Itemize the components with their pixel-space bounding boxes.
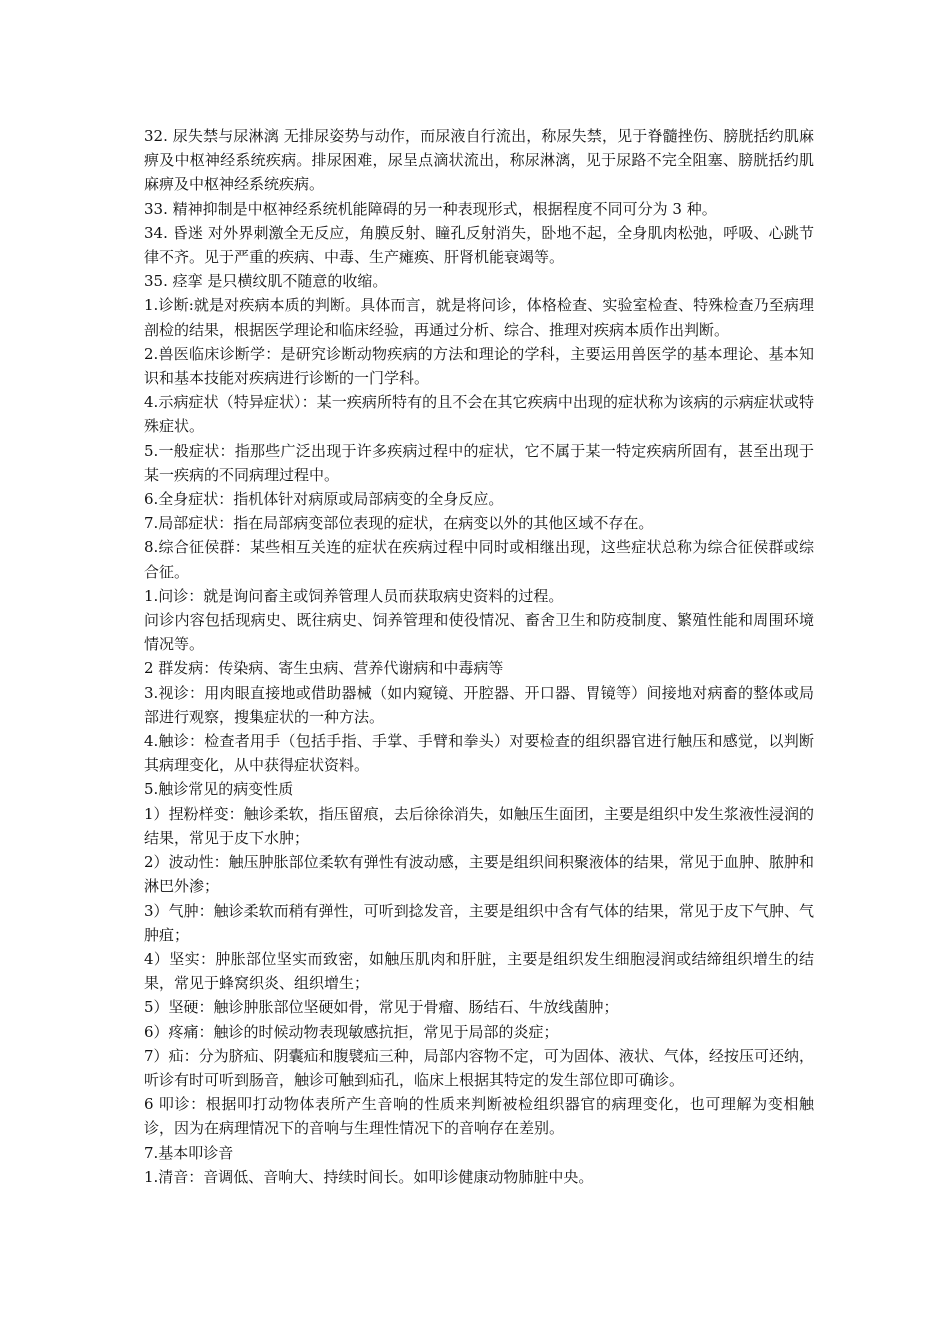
document-body: [144, 124, 814, 1189]
paragraph-doughy-change: 1）捏粉样变：触诊柔软，指压留痕，去后徐徐消失，如触压生面团，主要是组织中发生浆液性浸润的结果，常见于皮下水肿；: [144, 804, 814, 847]
paragraph-firm: 4）坚实：肿胀部位坚实而致密，如触压肌肉和肝脏，主要是组织发生细胞浸润或结缔组织增生的结果，常见于蜂窝织炎、组织增生；: [144, 949, 814, 993]
paragraph-veterinary-diagnostics: 2.兽医临床诊断学：是研究诊断动物疾病的方法和理论的学科，主要运用兽医学的基本理论、基本知识和基本技能对疾病进行诊断的一门学科。: [144, 344, 814, 388]
paragraph-inquiry-content: 问诊内容包括现病史、既往病史、饲养管理和使役情况、畜舍卫生和防疫制度、繁殖性能和周围环境情况等。: [144, 611, 814, 654]
paragraph-diagnosis: 1.诊断:就是对疾病本质的判断。具体而言，就是将问诊，体格检查、实验室检查、特殊检查乃至病理剖检的结果，根据医学理论和临床经验，再通过分析、综合、推理对疾病本质作出判断。: [144, 296, 814, 339]
paragraph-hernia: 7）疝：分为脐疝、阴囊疝和腹襞疝三种，局部内容物不定，可为固体、液状、气体，经按压可还纳，听诊有时可听到肠音，触诊可触到疝孔，临床上根据其特定的发生部位即可确诊。: [144, 1046, 814, 1089]
paragraph-inquiry: 1.问诊：就是询问畜主或饲养管理人员而获取病史资料的过程。: [144, 586, 564, 605]
paragraph-resonant-sound: 1.清音：音调低、音响大、持续时间长。如叩诊健康动物肺脏中央。: [144, 1167, 594, 1186]
paragraph-hard: 5）坚硬：触诊肿胀部位坚硬如骨，常见于骨瘤、肠结石、牛放线菌肿；: [144, 998, 619, 1017]
paragraph-emphysema: 3）气肿：触诊柔软而稍有弹性，可听到捻发音，主要是组织中含有气体的结果，常见于皮下气肿、气肿疽；: [144, 901, 814, 944]
paragraph-percussion: 6 叩诊：根据叩打动物体表所产生音响的性质来判断被检组织器官的病理变化，也可理解为变相触诊，因为在病理情况下的音响与生理性情况下的音响存在差别。: [144, 1095, 814, 1138]
paragraph-syndrome: 8.综合征侯群：某些相互关连的症状在疾病过程中同时或相继出现，这些症状总称为综合征侯群或综合征。: [144, 538, 814, 581]
paragraph-inspection: 3.视诊：用肉眼直接地或借助器械（如内窥镜、开腔器、开口器、胃镜等）间接地对病畜的整体或局部进行观察，搜集症状的一种方法。: [144, 683, 814, 726]
paragraph-group-diseases: 2 群发病：传染病、寄生虫病、营养代谢病和中毒病等: [144, 659, 504, 678]
paragraph-pathognomonic-symptom: 4.示病症状（特异症状）：某一疾病所特有的且不会在其它疾病中出现的症状称为该病的示病症状或特殊症状。: [144, 393, 814, 436]
paragraph-systemic-symptom: 6.全身症状：指机体针对病原或局部病变的全身反应。: [144, 490, 504, 509]
paragraph-32-urinary-incontinence: 32. 尿失禁与尿淋漓 无排尿姿势与动作，而尿液自行流出，称尿失禁，见于脊髓挫伤、膀胱括约肌麻痹及中枢神经系统疾病。排尿困难，尿呈点滴状流出，称尿淋漓，见于尿路不完全阻塞、膀胱括约肌麻痹及中枢神经系统疾病。: [144, 127, 814, 194]
paragraph-pain: 6）疼痛：触诊的时候动物表现敏感抗拒，常见于局部的炎症；: [144, 1022, 559, 1041]
paragraph-percussion-sounds-heading: 7.基本叩诊音: [144, 1143, 234, 1162]
paragraph-palpation: 4.触诊：检查者用手（包括手指、手掌、手臂和拳头）对要检查的组织器官进行触压和感觉，以判断其病理变化，从中获得症状资料。: [144, 732, 814, 775]
paragraph-palpation-lesion-heading: 5.触诊常见的病变性质: [144, 780, 294, 799]
paragraph-35-spasm: 35. 痉挛 是只横纹肌不随意的收缩。: [144, 272, 388, 291]
paragraph-general-symptom: 5.一般症状：指那些广泛出现于许多疾病过程中的症状，它不属于某一特定疾病所固有，甚至出现于某一疾病的不同病理过程中。: [144, 441, 814, 484]
paragraph-33-mental-depression: 33. 精神抑制是中枢神经系统机能障碍的另一种表现形式，根据程度不同可分为 3 种。: [144, 199, 717, 218]
paragraph-fluctuation: 2）波动性：触压肿胀部位柔软有弹性有波动感，主要是组织间积聚液体的结果，常见于血肿、脓肿和淋巴外渗；: [144, 853, 814, 896]
paragraph-local-symptom: 7.局部症状：指在局部病变部位表现的症状，在病变以外的其他区域不存在。: [144, 514, 654, 533]
paragraph-34-coma: 34. 昏迷 对外界刺激全无反应，角膜反射、瞳孔反射消失，卧地不起，全身肌肉松弛，呼吸、心跳节律不齐。见于严重的疾病、中毒、生产瘫痪、肝肾机能衰竭等。: [144, 223, 814, 267]
